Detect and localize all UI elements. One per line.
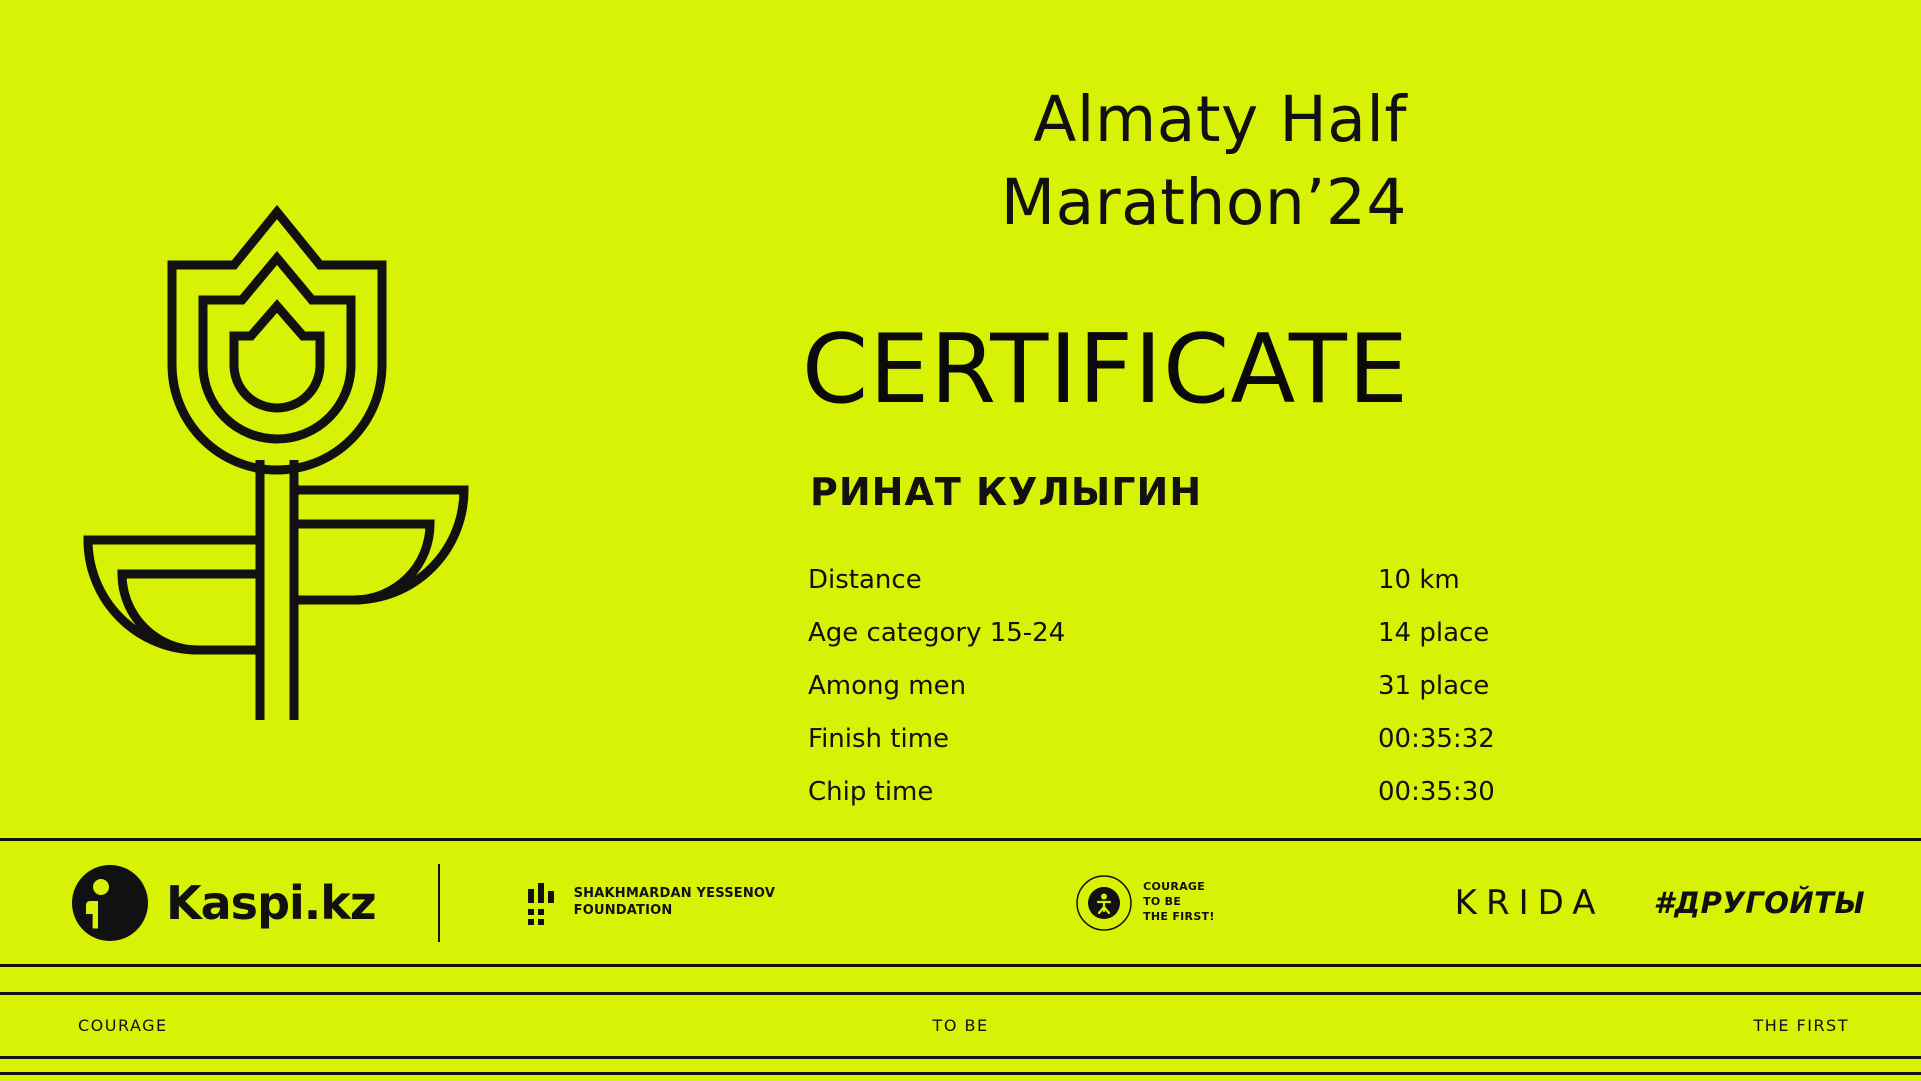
sponsor-divider — [438, 864, 440, 942]
divider-sponsors-bottom — [0, 964, 1921, 967]
divider-slogan-bottom — [0, 1056, 1921, 1059]
courage-line2: TO BE — [1143, 895, 1182, 909]
sponsor-yessenov-foundation — [528, 883, 775, 923]
yessenov-wordmark — [574, 886, 775, 919]
yessenov-line1: SHAKHMARDAN YESSENOV — [573, 885, 776, 901]
result-value: 00:35:32 — [1378, 724, 1495, 754]
corporate-fund-logo-icon — [1075, 874, 1133, 932]
sponsor-kaspi — [72, 865, 376, 941]
slogan-center: TO BE — [932, 1016, 989, 1035]
sponsor-corporate-fund — [1075, 874, 1215, 932]
slogan-right: THE FIRST — [1753, 1016, 1849, 1035]
result-label: Among men — [808, 671, 967, 701]
kaspi-logo-icon — [72, 865, 148, 941]
table-row — [808, 777, 1608, 830]
result-value: 00:35:30 — [1378, 777, 1495, 807]
divider-footer — [0, 1072, 1921, 1075]
result-label: Distance — [808, 565, 922, 595]
participant-name: РИНАТ КУЛЫГИН — [810, 470, 1203, 514]
results-table — [808, 565, 1608, 830]
document-type-heading: CERTIFICATE — [801, 315, 1409, 425]
sponsor-strip — [0, 841, 1921, 964]
event-title-line2: Marathon’24 — [1000, 166, 1407, 240]
kaspi-wordmark: Kaspi.kz — [166, 875, 376, 930]
result-value: 10 km — [1378, 565, 1460, 595]
result-label: Finish time — [808, 724, 950, 754]
courage-line1: COURAGE — [1143, 880, 1206, 894]
tulip-emblem-icon — [60, 160, 570, 740]
event-title — [507, 78, 1407, 244]
yessenov-line2: FOUNDATION — [573, 902, 673, 918]
yessenov-logo-icon — [528, 883, 562, 923]
slogan-left: COURAGE — [78, 1016, 168, 1035]
courage-line3: THE FIRST! — [1143, 909, 1215, 923]
sponsor-krida: KRIDA — [1454, 882, 1605, 923]
table-row — [808, 618, 1608, 671]
table-row — [808, 724, 1608, 777]
table-row — [808, 671, 1608, 724]
result-value: 14 place — [1378, 618, 1490, 648]
sponsor-hashtag: #ДРУГОЙТЫ — [1653, 885, 1865, 920]
result-label: Age category 15-24 — [808, 618, 1066, 648]
event-title-line1: Almaty Half — [1033, 83, 1407, 156]
result-label: Chip time — [808, 777, 934, 807]
corporate-fund-wordmark — [1143, 880, 1215, 925]
result-value: 31 place — [1378, 671, 1490, 701]
table-row — [808, 565, 1608, 618]
slogan-bar — [0, 995, 1921, 1056]
